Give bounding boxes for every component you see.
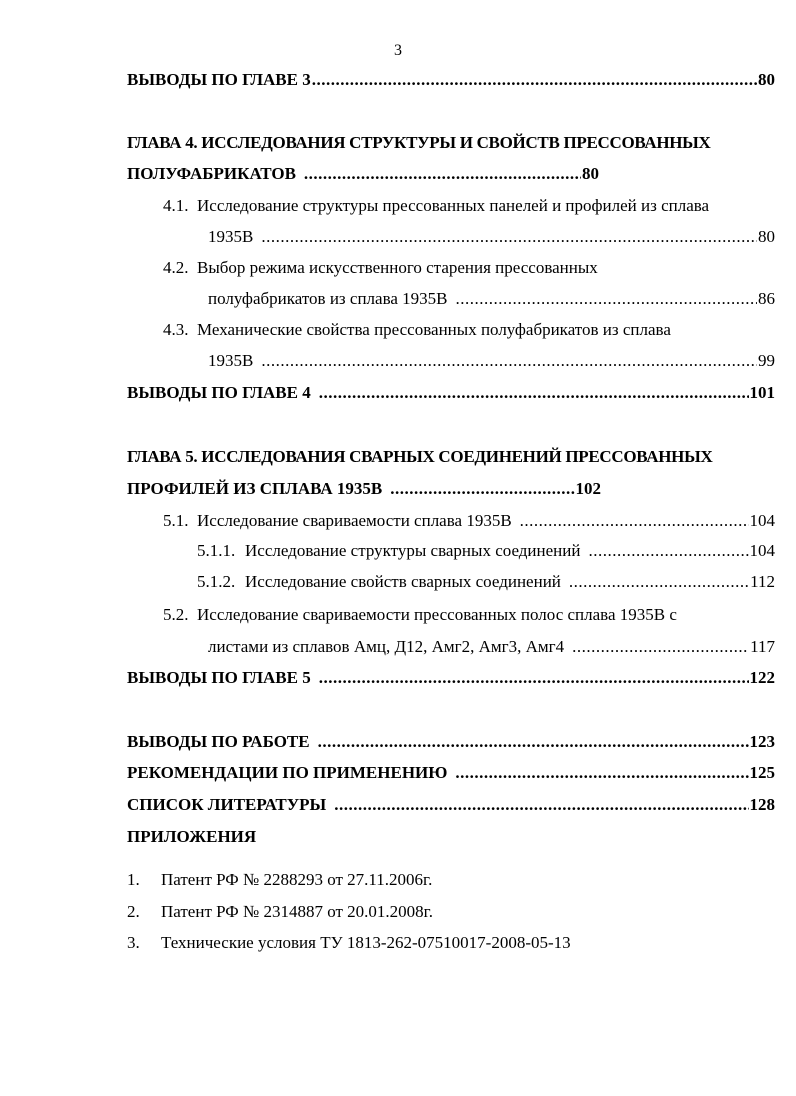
section-title-text: Исследование структуры сварных соединений <box>245 541 581 560</box>
leader-dots <box>319 664 749 692</box>
toc-entry-page: 80 <box>758 70 775 89</box>
leader-dots <box>304 160 581 188</box>
appendix-text: Патент РФ № 2288293 от 27.11.2006г. <box>161 870 433 889</box>
leader-dots <box>318 728 749 756</box>
toc-entry-page: 117 <box>750 637 775 656</box>
appendix-item[interactable] <box>127 866 432 894</box>
toc-entry-page: 104 <box>749 541 775 560</box>
toc-entry-page: 128 <box>749 795 775 814</box>
toc-section-4-2-line1[interactable] <box>163 254 598 282</box>
toc-entry-label: ВЫВОДЫ ПО ГЛАВЕ 4 <box>127 383 311 402</box>
toc-entry-page: 112 <box>750 572 775 591</box>
toc-entry-page: 125 <box>749 763 775 782</box>
toc-entry-page: 86 <box>758 289 775 308</box>
section-title-cont: 1935В <box>208 227 254 246</box>
toc-entry-conclusions-ch5[interactable] <box>127 664 775 692</box>
toc-section-5-2-line1[interactable] <box>163 601 677 629</box>
toc-entry-literature[interactable] <box>127 791 775 819</box>
leader-dots <box>520 507 749 535</box>
section-title: Выбор режима искусственного старения прессованных <box>197 258 598 277</box>
section-number: 5.1. <box>163 511 189 530</box>
appendix-number: 1. <box>127 870 140 889</box>
section-title <box>197 537 580 565</box>
leader-dots <box>312 66 757 94</box>
appendix-item[interactable] <box>127 898 433 926</box>
section-title: Механические свойства прессованных полуфабрикатов из сплава <box>197 320 671 339</box>
toc-entry-label: ПРОФИЛЕЙ ИЗ СПЛАВА 1935В <box>127 479 383 498</box>
leader-dots <box>334 791 748 819</box>
toc-section-4-1-line2[interactable] <box>208 223 775 251</box>
toc-entry-label: РЕКОМЕНДАЦИИ ПО ПРИМЕНЕНИЮ <box>127 763 448 782</box>
toc-entry-label: СПИСОК ЛИТЕРАТУРЫ <box>127 795 327 814</box>
toc-entry-appendices[interactable]: ПРИЛОЖЕНИЯ <box>127 827 257 846</box>
section-number: 4.1. <box>163 196 189 215</box>
toc-section-5-1-1[interactable] <box>197 537 775 565</box>
toc-section-5-1[interactable] <box>163 507 775 535</box>
appendix-text: Технические условия ТУ 1813-262-07510017-2008-05-13 <box>161 933 571 952</box>
toc-chapter4-title-line1[interactable]: ГЛАВА 4. ИССЛЕДОВАНИЯ СТРУКТУРЫ И СВОЙСТВ ПРЕССОВАННЫХ <box>127 133 711 152</box>
toc-section-5-1-2[interactable] <box>197 568 775 596</box>
leader-dots <box>261 223 757 251</box>
toc-entry-page: 122 <box>749 668 775 687</box>
toc-entry-recommendations[interactable] <box>127 759 775 787</box>
appendix-item[interactable] <box>127 929 571 957</box>
toc-entry-page: 123 <box>749 732 775 751</box>
toc-entry-page: 99 <box>758 351 775 370</box>
leader-dots <box>572 633 749 661</box>
section-title-cont: полуфабрикатов из сплава 1935В <box>208 289 448 308</box>
section-number: 4.3. <box>163 320 189 339</box>
section-title-text: Исследование свариваемости сплава 1935В <box>197 511 512 530</box>
toc-entry-label: ВЫВОДЫ ПО ГЛАВЕ 3 <box>127 70 311 89</box>
leader-dots <box>455 759 748 787</box>
leader-dots <box>261 347 757 375</box>
toc-chapter5-title-line1[interactable]: ГЛАВА 5. ИССЛЕДОВАНИЯ СВАРНЫХ СОЕДИНЕНИЙ ПРЕССОВАННЫХ <box>127 447 713 466</box>
leader-dots <box>319 379 749 407</box>
section-number: 5.1.2. <box>197 572 236 591</box>
section-title-text: Исследование свойств сварных соединений <box>245 572 561 591</box>
toc-section-4-3-line2[interactable] <box>208 347 775 375</box>
section-number: 4.2. <box>163 258 189 277</box>
section-title: Исследование свариваемости прессованных полос сплава 1935В с <box>197 605 677 624</box>
page-number: 3 <box>394 42 402 59</box>
toc-entry-page: 104 <box>749 511 775 530</box>
leader-dots <box>390 475 574 503</box>
leader-dots <box>569 568 749 596</box>
toc-entry-page: 101 <box>749 383 775 402</box>
section-title <box>197 568 561 596</box>
appendix-number: 3. <box>127 933 140 952</box>
section-title-cont: 1935В <box>208 351 254 370</box>
leader-dots <box>456 285 757 313</box>
section-number: 5.1.1. <box>197 541 236 560</box>
toc-section-4-1-line1[interactable] <box>163 192 709 220</box>
toc-section-4-2-line2[interactable] <box>208 285 775 313</box>
toc-entry-label: ПОЛУФАБРИКАТОВ <box>127 164 296 183</box>
toc-entry-page: 80 <box>582 164 599 183</box>
section-title: Исследование структуры прессованных панелей и профилей из сплава <box>197 196 710 215</box>
toc-entry-chapter4[interactable] <box>127 160 599 188</box>
section-number: 5.2. <box>163 605 189 624</box>
leader-dots <box>588 537 748 565</box>
toc-section-5-2-line2[interactable] <box>208 633 775 661</box>
section-title <box>163 507 512 535</box>
appendix-number: 2. <box>127 902 140 921</box>
toc-entry-page: 102 <box>575 479 601 498</box>
toc-entry-page: 80 <box>758 227 775 246</box>
appendix-text: Патент РФ № 2314887 от 20.01.2008г. <box>161 902 433 921</box>
toc-entry-conclusions-work[interactable] <box>127 728 775 756</box>
section-title-cont: листами из сплавов Амц, Д12, Амг2, Амг3, Амг4 <box>208 637 565 656</box>
toc-entry-label: ВЫВОДЫ ПО ГЛАВЕ 5 <box>127 668 311 687</box>
toc-entry-conclusions-ch4[interactable] <box>127 379 775 407</box>
toc-entry-conclusions-ch3[interactable] <box>127 66 775 94</box>
toc-entry-chapter5[interactable] <box>127 475 601 503</box>
toc-section-4-3-line1[interactable] <box>163 316 671 344</box>
toc-entry-label: ВЫВОДЫ ПО РАБОТЕ <box>127 732 310 751</box>
